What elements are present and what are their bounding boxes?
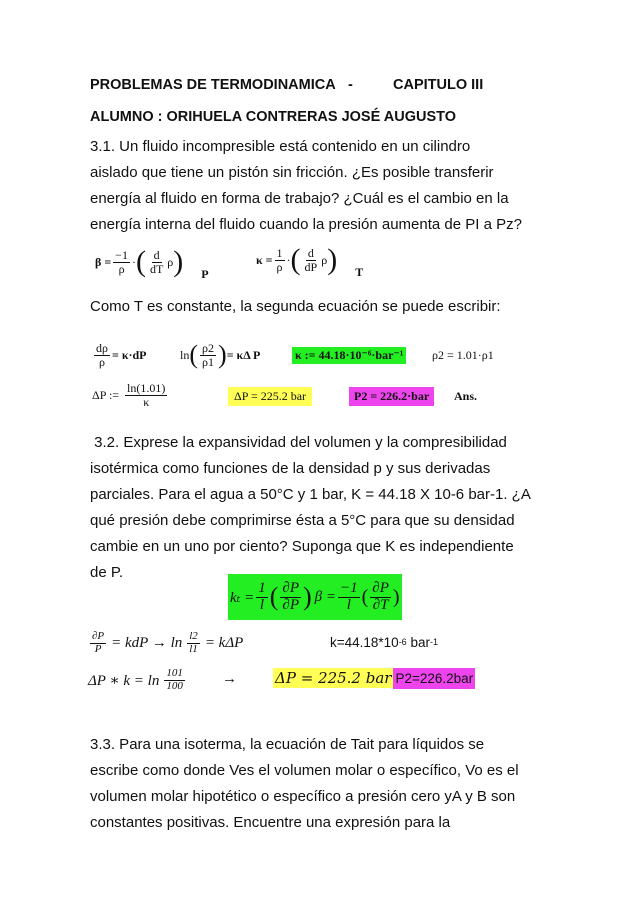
eq-line-2 xyxy=(88,663,187,697)
eq-dden: ∂P xyxy=(282,596,299,613)
text-line: escribe como donde Ves el volumen molar o específico, Vo es el xyxy=(90,762,519,779)
rho2-value xyxy=(432,346,494,364)
eq-dden: ∂T xyxy=(372,596,389,613)
text-line: constantes positivas. Encuentre una expresión para la xyxy=(90,814,451,831)
eq-dnum: ∂P xyxy=(282,579,299,596)
text-line: 3.3. Para una isoterma, la ecuación de Tait para líquidos se xyxy=(90,736,485,753)
dp-final-highlight: ΔP = 225.2 bar xyxy=(275,669,392,687)
eq-num: l2 xyxy=(189,629,198,642)
eq-dnum: d xyxy=(153,247,160,262)
eq-rhs: = kΔP xyxy=(204,634,244,651)
text-line: cambie en un uno por ciento? Suponga que K es independiente xyxy=(90,538,514,555)
eq-den: l xyxy=(346,596,351,613)
eq-den: P xyxy=(94,642,102,655)
document-title xyxy=(90,72,560,98)
eq-dden: dP xyxy=(304,259,318,274)
text-line: 3.2. Exprese la expansividad del volumen y la compresibilidad xyxy=(90,434,507,451)
eq-lhs: β = xyxy=(95,254,112,269)
dp-highlight: ΔP = 225.2 bar xyxy=(228,387,312,406)
eq-lhs: ΔP := xyxy=(92,387,120,402)
kappa-highlight: κ := 44.18·10⁻⁶·bar⁻¹ xyxy=(292,347,406,364)
eq-num: −1 xyxy=(115,247,128,262)
eq-den: 100 xyxy=(166,679,183,692)
text-line: qué presión debe comprimirse ésta a 5°C para que su densidad xyxy=(90,512,515,529)
eq-var: ρ xyxy=(167,254,174,269)
k-unit-exp: -1 xyxy=(429,637,438,647)
eq-lhs: kₜ = xyxy=(230,589,255,606)
eq-den: ρ xyxy=(276,259,283,274)
solution-eq-1 xyxy=(92,335,147,375)
eq-num: 101 xyxy=(166,666,183,679)
eq-num: ∂P xyxy=(92,629,105,642)
text-line: isotérmica como funciones de la densidad p y sus derivadas xyxy=(90,460,491,477)
p2-result xyxy=(349,385,434,407)
text-line: energía al fluido en forma de trabajo? ¿Cuál es el cambio en la xyxy=(90,190,509,207)
eq-dnum: d xyxy=(307,245,314,260)
final-results xyxy=(273,666,475,690)
rho2-text: ρ2 = 1.01·ρ1 xyxy=(432,347,494,362)
eq-num: 1 xyxy=(258,579,266,596)
title-dash: - xyxy=(348,77,353,93)
ans-text: Ans. xyxy=(454,388,478,403)
p2-final-highlight: P2=226.2bar xyxy=(393,668,475,689)
eq-lhs: κ = xyxy=(256,252,273,267)
eq-num: ln(1.01) xyxy=(127,380,166,395)
eq-ln: ln xyxy=(180,347,190,362)
eq-rhs: = κΔ P xyxy=(226,347,261,362)
k-unit: bar xyxy=(406,634,430,650)
eq-den: l1 xyxy=(189,642,198,655)
title-right: CAPITULO III xyxy=(393,77,484,93)
student-name: ALUMNO : ORIHUELA CONTRERAS JOSÉ AUGUSTO xyxy=(90,109,457,125)
k-value xyxy=(330,632,438,652)
eq-sub: T xyxy=(355,265,364,279)
eq-rhs: = kdP → ln xyxy=(111,634,183,651)
arrow-text: → xyxy=(222,670,237,687)
eq-num: −1 xyxy=(340,579,358,596)
eq-num: 1 xyxy=(276,245,283,260)
eq-sub: P xyxy=(201,267,209,281)
kappa-value xyxy=(292,346,406,364)
p2-highlight: P2 = 226.2·bar xyxy=(349,387,434,406)
statement-text: Como T es constante, la segunda ecuación se puede escribir: xyxy=(90,298,501,315)
answer-label xyxy=(454,386,477,406)
kappa-equation: κ = $\frac{1}{\rho}$ · ( $\frac{d}{dP}$ ρ ) T xyxy=(256,243,364,279)
dp-result xyxy=(228,385,312,407)
beta-equation: β = $\frac{-1}{\rho}$ · ( $\frac{d}{dT}$ ρ ) P xyxy=(95,245,209,281)
text-line: parciales. Para el agua a 50°C y 1 bar, K = 44.18 X 10-6 bar-1. ¿A xyxy=(90,486,531,503)
eq-den: ρ xyxy=(118,261,125,276)
eq-num: dρ xyxy=(96,340,108,355)
k-text: k=44.18*10 xyxy=(330,634,399,650)
eq-line-1 xyxy=(88,626,243,660)
eq-den: l xyxy=(259,596,265,613)
solution-eq-dp xyxy=(92,378,169,412)
solution-eq-2: ln ( $\frac{\rho 2}{\rho 1}$ ) = κΔ P xyxy=(180,340,261,369)
text-line: volumen molar hipotético o específico a presión cero yA y B son xyxy=(90,788,516,805)
eq-dden: dT xyxy=(149,261,164,276)
title-left: PROBLEMAS DE TERMODINAMICA xyxy=(90,77,336,93)
kt-equation: kₜ = $\frac{1}{l}$ ( $\frac{\partial P}{\partial P}$ ) β = $\frac{-1}{l}$ ( $\frac{\partial P}{\partial T}$ ) xyxy=(228,574,402,620)
eq-beta: β = xyxy=(314,588,336,605)
eq-den: ρ1 xyxy=(202,354,215,369)
eq-var: ρ xyxy=(321,252,328,267)
arrow xyxy=(222,669,237,689)
eq-lhs: ΔP ∗ k = ln xyxy=(88,672,160,689)
text-line: energía interna del fluido cuando la presión aumenta de PI a Pz? xyxy=(90,216,522,233)
eq-num: ρ2 xyxy=(202,340,215,355)
eq-den: ρ xyxy=(99,354,105,369)
eq-den: κ xyxy=(143,394,150,409)
eq-rhs: = κ·dP xyxy=(112,347,147,362)
eq-dnum: ∂P xyxy=(372,579,389,596)
text-line: aislado que tiene un pistón sin fricción. ¿Es posible transferir xyxy=(90,164,494,181)
text-line: 3.1. Un fluido incompresible está contenido en un cilindro xyxy=(90,138,471,155)
text-line: de P. xyxy=(90,564,124,581)
k-exp: -6 xyxy=(398,637,407,647)
